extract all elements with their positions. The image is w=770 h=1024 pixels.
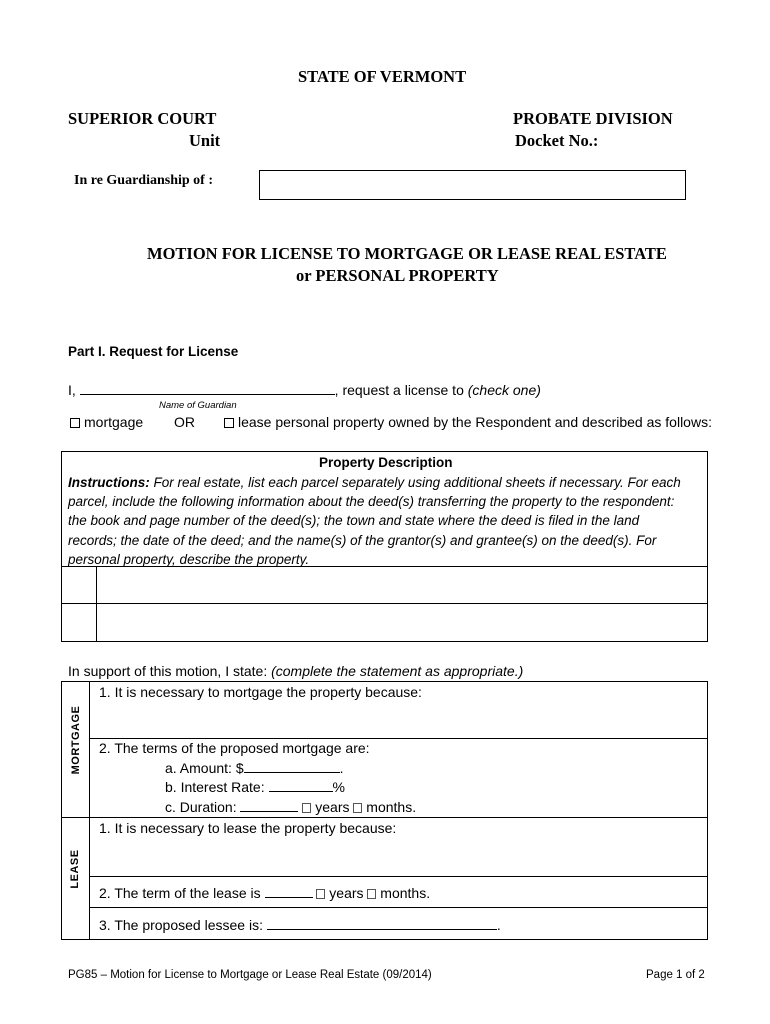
property-entry-field-1[interactable]	[97, 567, 707, 603]
divider	[89, 738, 708, 739]
property-description-heading: Property Description	[319, 455, 453, 470]
lessee-label: 3. The proposed lessee is:	[99, 917, 263, 933]
duration-years-checkbox[interactable]	[302, 803, 311, 813]
lease-years-checkbox[interactable]	[316, 889, 325, 899]
lease-term-field[interactable]	[265, 884, 313, 898]
unit-label: Unit	[189, 131, 221, 150]
instructions-line-1: For real estate, list each parcel separately using additional sheets if necessary. For each	[153, 475, 681, 490]
support-intro-text: In support of this motion, I state:	[68, 663, 268, 679]
part1-heading: Part I. Request for License	[68, 344, 239, 359]
guardian-caption: Name of Guardian	[159, 400, 237, 411]
lessee-row: 3. The proposed lessee is: .	[99, 917, 501, 933]
form-footer: PG85 – Motion for License to Mortgage or Lease Real Estate (09/2014)	[68, 969, 432, 981]
interest-rate-field[interactable]	[269, 778, 333, 792]
property-entry-field-2[interactable]	[97, 604, 707, 641]
page-number: Page 1 of 2	[646, 969, 705, 981]
mortgage-option[interactable]	[70, 414, 143, 430]
amount-field[interactable]	[244, 759, 340, 773]
duration-row	[165, 798, 416, 815]
duration-years-label: years	[315, 799, 350, 815]
instructions-label: Instructions:	[68, 475, 150, 490]
guardian-name-field[interactable]	[80, 381, 335, 395]
state-heading: STATE OF VERMONT	[298, 67, 467, 86]
check-one-note: (check one)	[467, 382, 541, 398]
request-suffix: , request a license to	[334, 382, 464, 398]
mortgage-reason-field[interactable]	[99, 702, 699, 736]
title-line-1: MOTION FOR LICENSE TO MORTGAGE OR LEASE REAL ESTATE	[147, 244, 667, 263]
property-instructions	[68, 473, 681, 569]
mortgage-terms-label: 2. The terms of the proposed mortgage are:	[99, 740, 370, 756]
instructions-line-5: personal property, describe the property.	[68, 551, 310, 567]
or-label: OR	[174, 414, 195, 430]
interest-rate-row: b. Interest Rate: %	[165, 779, 345, 795]
request-line	[68, 381, 541, 398]
lease-checkbox[interactable]	[224, 418, 234, 428]
lease-reason-field[interactable]	[99, 838, 699, 874]
instructions-line-2: parcel, include the following information about the deed(s) transferring the property to the respondent:	[68, 494, 675, 510]
instructions-line-3: the book and page number of the deed(s); the town and state where the deed is filed in the land	[68, 513, 640, 529]
duration-months-checkbox[interactable]	[353, 803, 362, 813]
lease-option[interactable]	[224, 414, 712, 430]
lease-years-label: years	[329, 885, 364, 901]
mortgage-section-label: MORTGAGE	[70, 705, 82, 775]
duration-field[interactable]	[240, 798, 298, 812]
divider	[89, 681, 90, 940]
lease-reason-label: 1. It is necessary to lease the property because:	[99, 820, 397, 836]
instructions-line-4: records; the date of the deed; and the name(s) of the grantor(s) and grantee(s) on the deed(s). For	[68, 532, 657, 548]
division-heading: PROBATE DIVISION	[513, 109, 673, 128]
interest-rate-label: b. Interest Rate:	[165, 779, 265, 795]
request-prefix: I,	[68, 382, 76, 398]
lease-term-label: 2. The term of the lease is	[99, 885, 261, 901]
support-intro-note: (complete the statement as appropriate.)	[271, 663, 524, 679]
divider	[89, 907, 708, 908]
lease-section-label: LEASE	[69, 849, 81, 889]
lease-months-checkbox[interactable]	[367, 889, 376, 899]
mortgage-amount-row: a. Amount: $ .	[165, 760, 344, 776]
guardianship-name-field[interactable]	[259, 170, 686, 200]
divider	[89, 876, 708, 877]
lease-option-label: lease personal property owned by the Respondent and described as follows:	[238, 414, 712, 430]
mortgage-checkbox[interactable]	[70, 418, 80, 428]
lease-term-row	[99, 884, 430, 901]
duration-months-label: months.	[366, 799, 417, 815]
support-intro	[68, 663, 523, 679]
mortgage-option-label: mortgage	[84, 414, 144, 430]
docket-label: Docket No.:	[515, 131, 599, 150]
court-heading: SUPERIOR COURT	[68, 109, 217, 128]
lessee-field[interactable]	[267, 916, 497, 930]
duration-label: c. Duration:	[165, 799, 237, 815]
amount-label: a. Amount: $	[165, 760, 244, 776]
in-re-label: In re Guardianship of :	[74, 173, 213, 188]
title-line-2: or PERSONAL PROPERTY	[296, 266, 499, 285]
divider	[61, 817, 708, 818]
lease-months-label: months.	[380, 885, 431, 901]
mortgage-reason-label: 1. It is necessary to mortgage the property because:	[99, 684, 422, 700]
